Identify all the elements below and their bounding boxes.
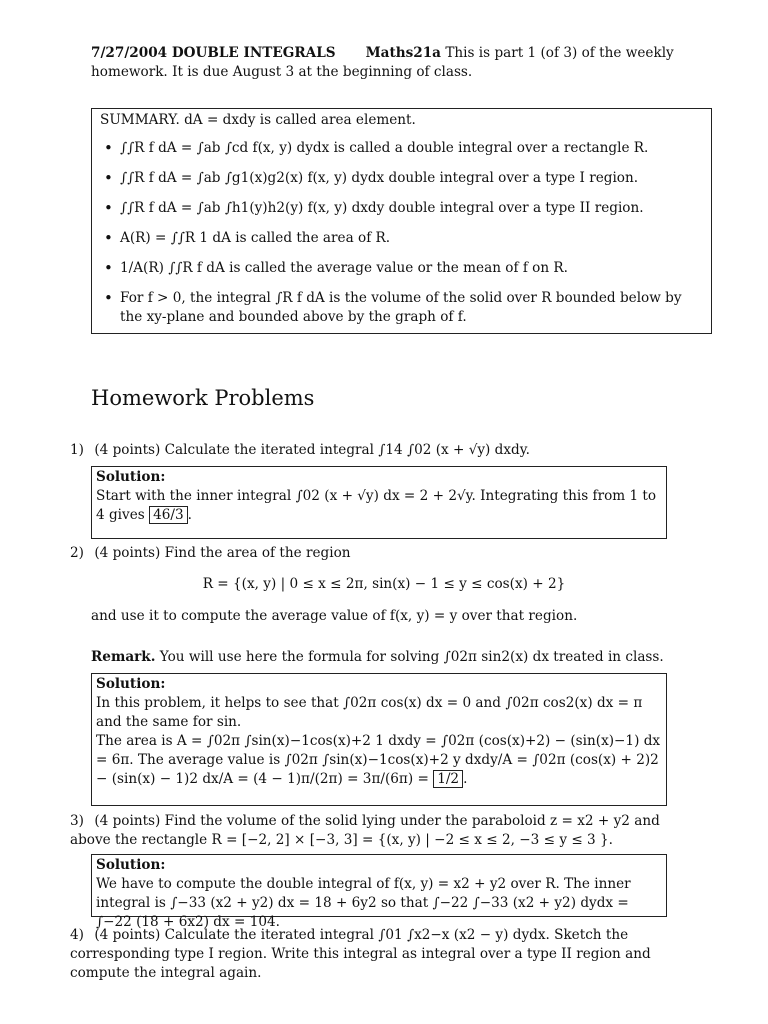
- solution-line: The area is A = ∫02π ∫sin(x)−1cos(x)+2 1 dxdy = ∫02π (cos(x)+2) − (sin(x)−1) dx = 6π. The average value is ∫02π ∫sin(x)−1cos(x)+2 y dxdy/A = ∫02π (cos(x) + 2)2 − (sin(x) − 1)2 dx/A = (4 − 1)π/(2π) = 3π/(6π) =: [96, 733, 661, 787]
- solution-body: The area is A = ∫02π ∫sin(x)−1cos(x)+2 1 dxdy = ∫02π (cos(x)+2) − (sin(x)−1) dx = 6π. The average value is ∫02π ∫sin(x)−1cos(x)+2 y dxdy/A = ∫02π (cos(x) + 2)2 − (sin(x) − 1)2 dx/A = (4 − 1)π/(2π) = 3π/(6π) = 1/2 .: [96, 733, 661, 787]
- problem-number: 2): [70, 545, 84, 561]
- header-title: 7/27/2004 DOUBLE INTEGRALS: [91, 45, 336, 61]
- summary-item: • For f > 0, the integral ∫R f dA is the volume of the solid over R bounded below by the xy-plane and bounded above by the graph of f.: [120, 289, 703, 327]
- answer-box: 46/3: [149, 506, 188, 524]
- answer-box: 1/2: [433, 770, 463, 788]
- remark-text: You will use here the formula for solving ∫02π sin2(x) dx treated in class.: [159, 649, 664, 665]
- remark-label: Remark.: [91, 649, 156, 665]
- problem-number: 1): [70, 442, 84, 458]
- solution-body: Start with the inner integral ∫02 (x + √y) dx = 2 + 2√y. Integrating this from 1 to 4 gives 46/3 .: [96, 488, 657, 523]
- problem-followup: and use it to compute the average value of f(x, y) = y over that region.: [91, 608, 578, 624]
- header-intro: This is part 1 (of 3) of the weekly homework. It is due August 3 at the beginning of class.: [91, 45, 674, 80]
- solution-line: In this problem, it helps to see that ∫02π cos(x) dx = 0 and ∫02π cos2(x) dx = π and the same for sin.: [96, 695, 643, 730]
- summary-item: • ∫∫R f dA = ∫ab ∫h1(y)h2(y) f(x, y) dxdy double integral over a type II region.: [120, 199, 703, 218]
- summary-item: • ∫∫R f dA = ∫ab ∫g1(x)g2(x) f(x, y) dydx double integral over a type I region.: [120, 169, 703, 188]
- summary-item: • A(R) = ∫∫R 1 dA is called the area of R.: [120, 229, 703, 248]
- solution-text: We have to compute the double integral of f(x, y) = x2 + y2 over R. The inner integral is ∫−33 (x2 + y2) dx = 18 + 6y2 so that ∫−22 ∫−33 (x2 + y2) dydx = ∫−22 (18 + 6x2) dx = 104.: [96, 876, 631, 930]
- summary-item: • ∫∫R f dA = ∫ab ∫cd f(x, y) dydx is called a double integral over a rectangle R.: [120, 139, 703, 158]
- solution-2: [91, 673, 667, 806]
- problem-1: [70, 441, 700, 460]
- page-header: [91, 44, 711, 82]
- problem-text: (4 points) Calculate the iterated integral ∫14 ∫02 (x + √y) dxdy.: [94, 442, 530, 458]
- problem-3: [70, 812, 700, 850]
- course-name: Maths21a: [365, 45, 441, 61]
- section-title: Homework Problems: [91, 386, 315, 410]
- problem-number: 4): [70, 927, 84, 943]
- solution-heading: Solution:: [96, 676, 166, 692]
- problem-2: [70, 544, 700, 563]
- problem-text: (4 points) Find the area of the region: [94, 545, 351, 561]
- solution-heading: Solution:: [96, 857, 166, 873]
- region-definition: R = {(x, y) | 0 ≤ x ≤ 2π, sin(x) − 1 ≤ y ≤ cos(x) + 2}: [202, 576, 566, 592]
- solution-text: Start with the inner integral ∫02 (x + √y) dx = 2 + 2√y. Integrating this from 1 to 4 gives: [96, 488, 657, 523]
- problem-text: (4 points) Calculate the iterated integral ∫01 ∫x2−x (x2 − y) dydx. Sketch the corresponding type I region. Write this integral as integral over a type II region and compute the integral again.: [70, 927, 651, 981]
- problem-4: [70, 926, 700, 983]
- solution-heading: Solution:: [96, 469, 166, 485]
- problem-number: 3): [70, 813, 84, 829]
- summary-lead: SUMMARY. dA = dxdy is called area element.: [100, 112, 416, 128]
- solution-1: [91, 466, 667, 539]
- summary-list: [100, 139, 703, 327]
- summary-item: • 1/A(R) ∫∫R f dA is called the average value or the mean of f on R.: [120, 259, 703, 278]
- summary-box: [91, 108, 712, 334]
- solution-3: [91, 854, 667, 930]
- problem-text: (4 points) Find the volume of the solid lying under the paraboloid z = x2 + y2 and above the rectangle R = [−2, 2] × [−3, 3] = {(x, y) | −2 ≤ x ≤ 2, −3 ≤ y ≤ 3 }.: [70, 813, 660, 848]
- remark: [91, 648, 711, 667]
